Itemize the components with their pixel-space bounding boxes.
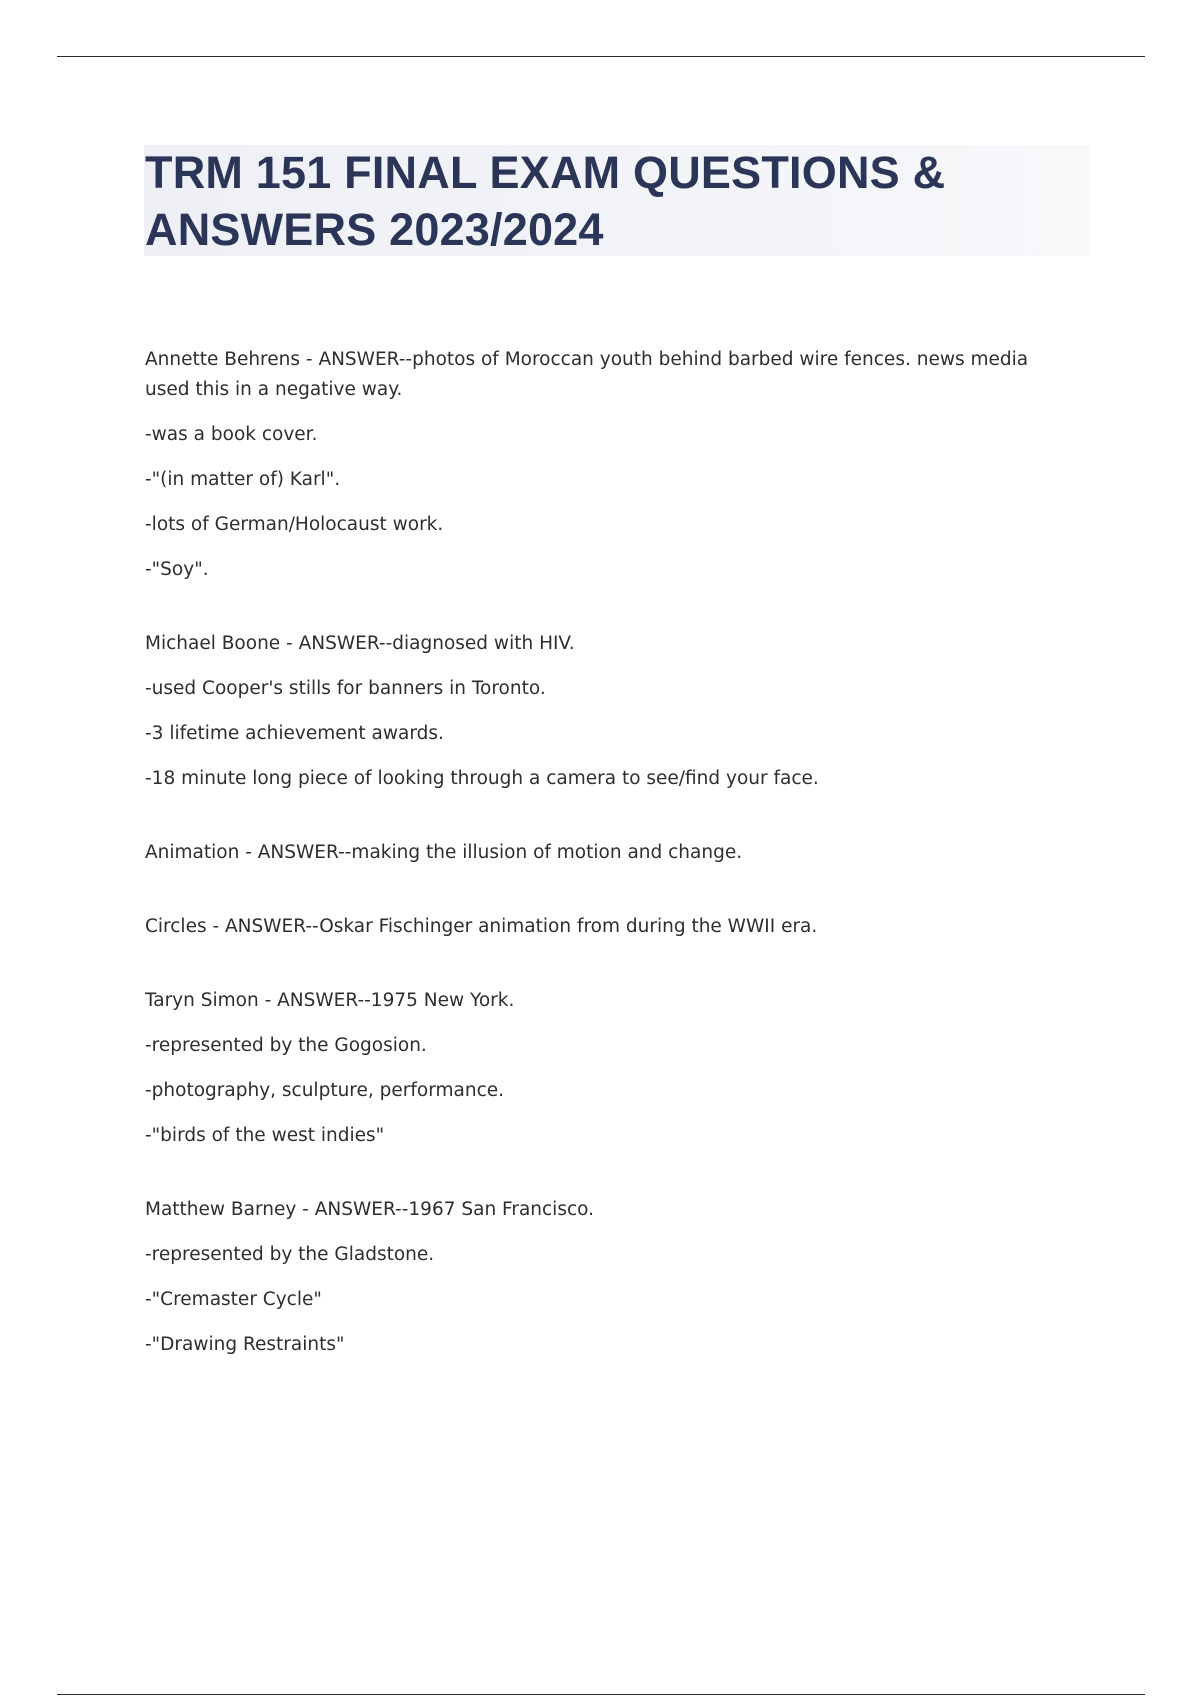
entry-detail: -"Soy". <box>145 559 209 580</box>
bottom-divider <box>57 1694 1145 1695</box>
entry-detail: -3 lifetime achievement awards. <box>145 723 444 744</box>
entry-detail: -represented by the Gladstone. <box>145 1244 435 1265</box>
qa-entry-michael-boone <box>145 629 1075 794</box>
entry-lead: Annette Behrens - ANSWER--photos of Moroccan youth behind barbed wire fences. news media used this in a negative way. <box>145 349 1029 400</box>
entry-detail: -"birds of the west indies" <box>145 1125 385 1146</box>
qa-entry-animation <box>145 838 1075 868</box>
entry-detail: -photography, sculpture, performance. <box>145 1080 504 1101</box>
entry-lead: Animation - ANSWER--making the illusion of motion and change. <box>145 842 743 863</box>
top-divider <box>57 56 1145 57</box>
qa-entry-circles <box>145 912 1075 942</box>
entry-lead: Taryn Simon - ANSWER--1975 New York. <box>145 990 515 1011</box>
entry-detail: -18 minute long piece of looking through a camera to see/find your face. <box>145 768 819 789</box>
document-body <box>145 345 1075 1404</box>
entry-lead: Matthew Barney - ANSWER--1967 San Francisco. <box>145 1199 595 1220</box>
entry-detail: -"(in matter of) Karl". <box>145 469 341 490</box>
document-title: TRM 151 FINAL EXAM QUESTIONS & ANSWERS 2023/2024 <box>145 147 946 255</box>
entry-detail: -"Cremaster Cycle" <box>145 1289 322 1310</box>
entry-detail: -"Drawing Restraints" <box>145 1334 345 1355</box>
qa-entry-matthew-barney <box>145 1195 1075 1360</box>
entry-detail: -was a book cover. <box>145 424 318 445</box>
entry-detail: -represented by the Gogosion. <box>145 1035 427 1056</box>
entry-lead: Circles - ANSWER--Oskar Fischinger animation from during the WWII era. <box>145 916 818 937</box>
entry-detail: -lots of German/Holocaust work. <box>145 514 444 535</box>
entry-detail: -used Cooper's stills for banners in Toronto. <box>145 678 546 699</box>
qa-entry-taryn-simon <box>145 986 1075 1151</box>
entry-lead: Michael Boone - ANSWER--diagnosed with HIV. <box>145 633 575 654</box>
qa-entry-annette-behrens <box>145 345 1075 585</box>
